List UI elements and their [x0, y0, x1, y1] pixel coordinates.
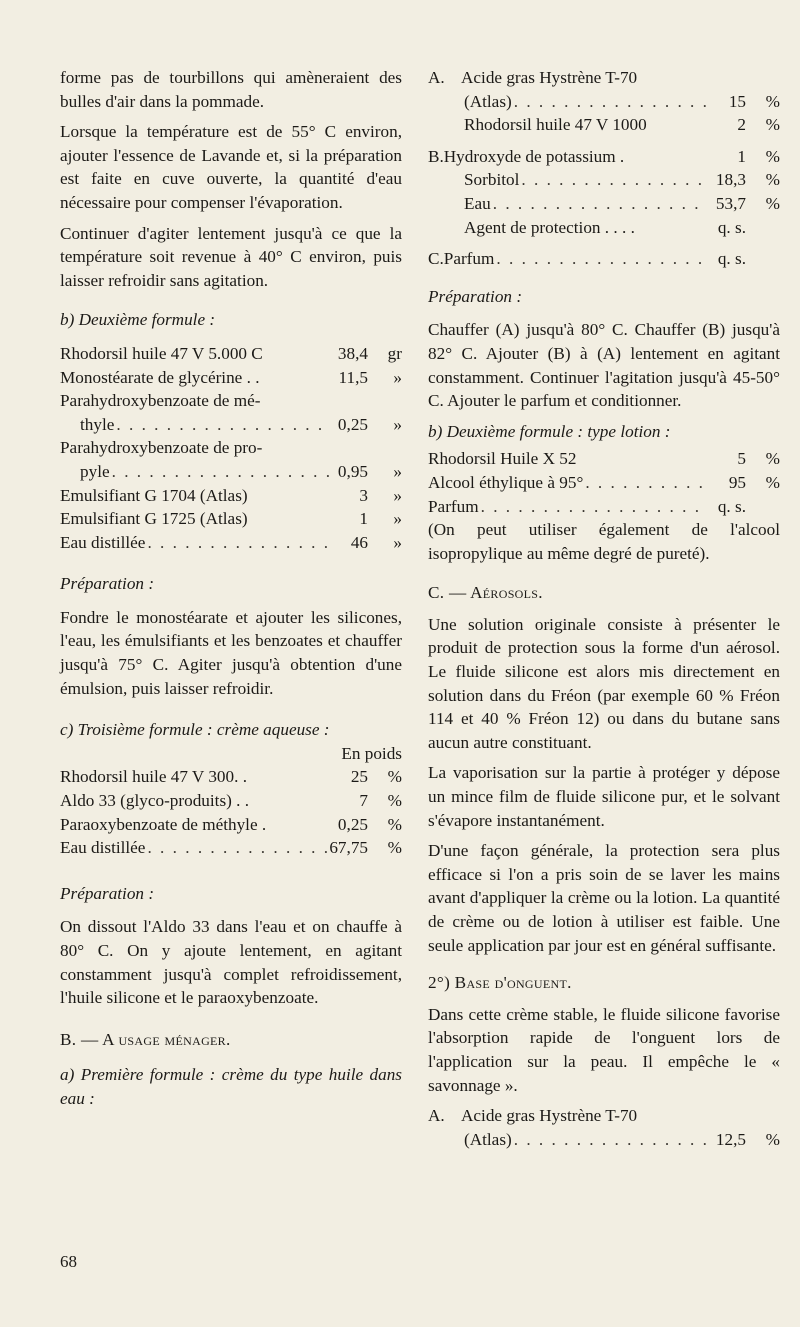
ingredient-name: Agent de protection . . . . [464, 217, 635, 237]
ingredient-value: 0,25 [337, 814, 368, 834]
ingredient-name: Eau distillée [60, 838, 146, 858]
ingredient-value: 3 [359, 485, 368, 505]
formula-heading: a) Première formule : crème du type huile dans eau : [60, 1065, 402, 1108]
ingredient-row [428, 495, 780, 519]
ingredient-row [428, 113, 780, 137]
ingredient-name-line: A. Acide gras Hystrène T-70 [428, 1104, 780, 1128]
paragraph: Une solution originale consiste à présenter le produit de protection sous la forme d'un aérosol. Le fluide silicone est alors mis directement en solution dans du Fréon (par exemple 60 % Fréon 114 et 40 % Fréon 12) ou dans du butane sans aucun autre constituant. [428, 614, 780, 752]
leader-dots [114, 413, 330, 437]
ingredient-unit: % [765, 146, 780, 166]
formula-heading: b) Deuxième formule : [60, 310, 216, 330]
leader-dots [110, 460, 330, 484]
leader-dots [145, 531, 330, 555]
ingredient-name: Parfum [443, 249, 495, 269]
ingredient-unit: » [393, 532, 402, 552]
paragraph: On dissout l'Aldo 33 dans l'eau et on chauffe à 80° C. On y ajoute lentement, en agitant constamment jusqu'à complet refroidissement, l'huile silicone et le paraoxybenzoate. [60, 917, 402, 1008]
ingredient-row [60, 342, 402, 366]
ingredient-row [428, 145, 780, 169]
ingredient-row [60, 413, 402, 437]
ingredient-value: 38,4 [337, 343, 368, 363]
paragraph: Dans cette crème stable, le fluide silicone favorise l'absorption rapide de l'onguent lors de l'application sur la peau. Il empêche le « savonnage ». [428, 1004, 780, 1095]
paragraph: Fondre le monostéarate et ajouter les silicones, l'eau, les émulsifiants et les benzoates et chauffer jusqu'à 75° C. Agiter jusqu'à obtention d'une émulsion, puis laisser refroidir. [60, 607, 402, 698]
ingredient-value: 1 [737, 146, 746, 166]
ingredient-value: 15 [728, 91, 746, 111]
leader-dots [145, 836, 329, 860]
ingredient-name: Rhodorsil huile 47 V 1000 [464, 115, 647, 135]
ingredient-name: Rhodorsil Huile X 52 [428, 449, 577, 469]
paragraph: La vaporisation sur la partie à protéger y dépose un mince film de fluide silicone pur, et le solvant s'évapore instantanément. [428, 763, 780, 830]
ingredient-unit: % [387, 814, 402, 834]
ingredient-row [60, 484, 402, 508]
ingredient-value: 46 [350, 532, 368, 552]
ingredient-unit: % [387, 791, 402, 811]
ingredient-unit: % [765, 170, 780, 190]
ingredient-row [60, 507, 402, 531]
ingredient-unit: % [387, 767, 402, 787]
ingredient-name: pyle [80, 461, 110, 481]
formula-table [428, 1104, 780, 1151]
ingredient-value: q. s. [717, 217, 746, 237]
ingredient-name: Emulsifiant G 1704 (Atlas) [60, 485, 248, 505]
ingredient-value: 7 [359, 791, 368, 811]
paragraph: Chauffer (A) jusqu'à 80° C. Chauffer (B) jusqu'à 82° C. Ajouter (B) à (A) lentement en agitant constamment. Continuer l'agitation jusqu'à 45-50° C. Ajouter le parfum et conditionner. [428, 320, 780, 411]
ingredient-name: Alcool éthylique à 95° [428, 472, 584, 492]
paragraph: D'une façon générale, la protection sera plus efficace si l'on a pris soin de se laver les mains avant d'appliquer la crème ou la lotion. La quantité de crème ou de lotion à utiliser est faible. Une seule application par jour est en général suffisante. [428, 841, 780, 955]
ingredient-row [60, 460, 402, 484]
ingredient-name: (Atlas) [464, 91, 512, 111]
ingredient-value: 95 [728, 472, 746, 492]
ingredient-value: 12,5 [715, 1129, 746, 1149]
formula-table [428, 447, 780, 518]
ingredient-unit: % [765, 449, 780, 469]
leader-dots [512, 1128, 708, 1152]
ingredient-value: 53,7 [715, 193, 746, 213]
leader-dots [512, 90, 708, 114]
ingredient-row [60, 789, 402, 813]
ingredient-row [428, 247, 780, 271]
ingredient-row [428, 216, 780, 240]
ingredient-row [428, 168, 780, 192]
ingredient-row [428, 447, 780, 471]
ingredient-row [60, 366, 402, 390]
ingredient-unit: % [765, 1129, 780, 1149]
ingredient-name: Rhodorsil huile 47 V 300. . [60, 767, 248, 787]
ingredient-value: q. s. [717, 496, 746, 516]
ingredient-value: 25 [350, 767, 368, 787]
ingredient-name: thyle [80, 414, 115, 434]
ingredient-row [428, 471, 780, 495]
ingredient-name: Paraoxybenzoate de méthyle . [60, 814, 267, 834]
ingredient-name: Eau [464, 193, 491, 213]
leader-dots [479, 495, 708, 519]
ingredient-unit: » [393, 367, 402, 387]
formula-table [60, 342, 402, 554]
paragraph: Lorsque la température est de 55° C environ, ajouter l'essence de Lavande et, si la préparation est faite en cuve ouverte, la quantité d'eau nécessaire pour compenser l'évaporation. [60, 122, 402, 212]
ingredient-name: Sorbitol [464, 170, 520, 190]
ingredient-name: Rhodorsil huile 47 V 5.000 C [60, 343, 263, 363]
leader-dots [491, 192, 708, 216]
ingredient-unit: gr [387, 343, 402, 363]
paragraph: forme pas de tourbillons qui amèneraient des bulles d'air dans la pommade. [60, 68, 402, 111]
ingredient-name: Eau distillée [60, 532, 146, 552]
formula-table [60, 765, 402, 859]
formula-table [428, 66, 780, 271]
ingredient-row [60, 531, 402, 555]
group-label: A. [428, 1106, 445, 1126]
section-heading: 2°) Base d'onguent. [428, 973, 572, 993]
ingredient-row [60, 765, 402, 789]
ingredient-value: 2 [737, 115, 746, 135]
ingredient-value: 18,3 [715, 170, 746, 190]
ingredient-unit: » [393, 485, 402, 505]
ingredient-value: q. s. [717, 249, 746, 269]
paragraph: (On peut utiliser également de l'alcool isopropylique au même degré de pureté). [428, 520, 780, 563]
ingredient-value: 11,5 [338, 367, 368, 387]
ingredient-name: Monostéarate de glycérine . . [60, 367, 260, 387]
ingredient-name-line: Parahydroxybenzoate de mé- [60, 391, 261, 411]
leader-dots [583, 471, 708, 495]
right-column [428, 66, 780, 1151]
leader-dots [519, 168, 708, 192]
ingredient-name-line: A. Acide gras Hystrène T-70 [428, 66, 780, 90]
formula-heading: c) Troisième formule : crème aqueuse : [60, 720, 330, 740]
ingredient-row [428, 90, 780, 114]
ingredient-row [428, 192, 780, 216]
ingredient-row [428, 1128, 780, 1152]
formula-heading: b) Deuxième formule : type lotion : [428, 421, 671, 441]
ingredient-name: Aldo 33 (glyco-produits) . . [60, 791, 250, 811]
ingredient-unit: » [393, 461, 402, 481]
group-label: A. [428, 68, 445, 87]
ingredient-name-line: Parahydroxybenzoate de pro- [60, 438, 263, 458]
ingredient-row [60, 836, 402, 860]
ingredient-row [60, 813, 402, 837]
ingredient-unit: » [393, 414, 402, 434]
preparation-heading: Préparation : [60, 574, 155, 594]
left-column [60, 66, 402, 1121]
leader-dots [494, 247, 708, 271]
ingredient-value: 0,25 [337, 414, 368, 434]
group-label: C. [428, 249, 444, 269]
ingredient-unit: % [765, 91, 780, 111]
preparation-heading: Préparation : [60, 883, 155, 903]
section-heading: B. — A usage ménager. [60, 1029, 231, 1049]
section-heading: C. — Aérosols. [428, 583, 543, 603]
ingredient-name: Hydroxyde de potassium . [443, 146, 625, 166]
page-number: 68 [60, 1252, 77, 1271]
ingredient-unit: » [393, 509, 402, 529]
paragraph: Continuer d'agiter lentement jusqu'à ce que la température soit revenue à 40° C environ, puis laisser refroidir sans agitation. [60, 223, 402, 290]
ingredient-unit: % [387, 838, 402, 858]
group-label: B. [428, 146, 444, 166]
ingredient-value: 1 [359, 509, 368, 529]
ingredient-name: Parfum [428, 496, 479, 516]
ingredient-name: Emulsifiant G 1725 (Atlas) [60, 509, 248, 529]
preparation-heading: Préparation : [428, 286, 523, 306]
ingredient-value: 0,95 [337, 461, 368, 481]
ingredient-unit: % [765, 472, 780, 492]
ingredient-name: (Atlas) [464, 1129, 512, 1149]
ingredient-value: 5 [737, 449, 746, 469]
ingredient-value: 67,75 [329, 838, 368, 858]
unit-header: En poids [341, 743, 402, 763]
ingredient-unit: % [765, 115, 780, 135]
ingredient-unit: % [765, 193, 780, 213]
